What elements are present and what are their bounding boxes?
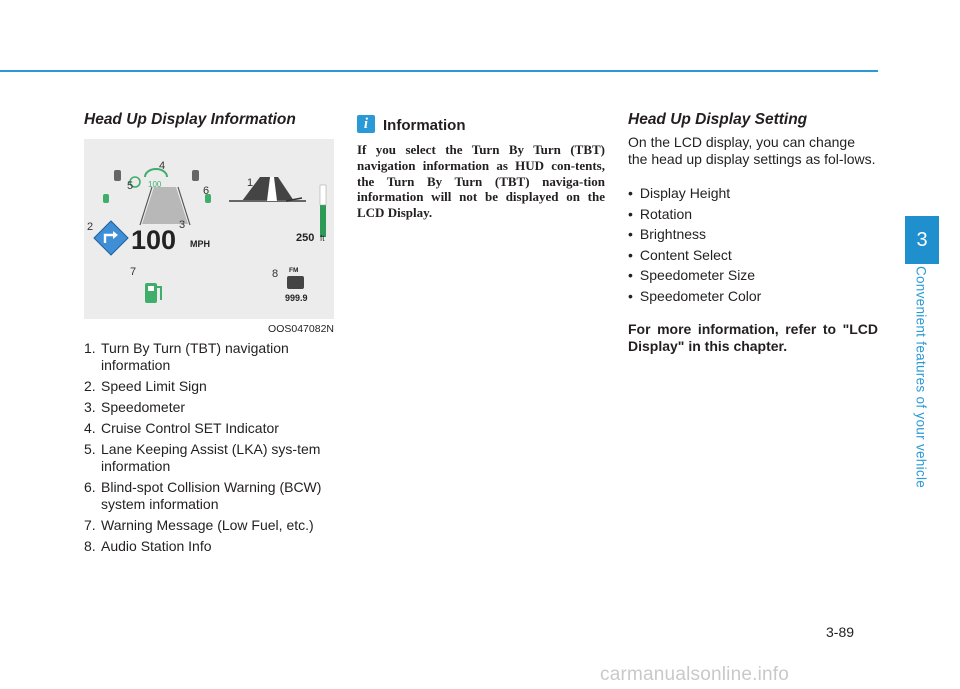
info-title: Information <box>383 117 466 134</box>
radio-band: FM <box>289 267 299 274</box>
cruise-set-speed: 100 <box>148 180 162 189</box>
list-item: • Display Height <box>628 185 761 206</box>
car-right-icon <box>192 170 199 181</box>
radio-icon <box>287 276 304 289</box>
callout-1: 1 <box>247 177 254 189</box>
callout-8: 8 <box>272 268 279 280</box>
chapter-title: Convenient features of your vehicle <box>913 265 929 489</box>
hud-illustration <box>84 139 334 319</box>
item-number: 1. <box>84 340 96 356</box>
item-number: 2. <box>84 378 96 394</box>
callout-6: 6 <box>203 185 210 197</box>
item-text: Speedometer <box>101 399 186 415</box>
car-left-icon <box>114 170 121 181</box>
list-item <box>84 420 334 437</box>
radio-frequency: 999.9 <box>285 293 308 303</box>
item-text: Turn By Turn (TBT) navigation information <box>101 340 289 373</box>
chapter-side-label <box>901 262 941 492</box>
list-item <box>84 479 334 513</box>
info-body: If you select the Turn By Turn (TBT) navigation information as HUD con-tents, the Turn By Turn (TBT) naviga-tion information will not be displayed on the LCD Display. <box>357 142 605 221</box>
speedometer-value: 100 <box>131 225 177 255</box>
chapter-number-tab <box>905 216 939 264</box>
page-number: 3-89 <box>826 624 855 640</box>
list-item: • Content Select <box>628 247 761 268</box>
setting-list <box>628 185 761 308</box>
item-number: 5. <box>84 441 96 457</box>
item-text: Cruise Control SET Indicator <box>101 420 279 436</box>
item-number: 8. <box>84 538 96 554</box>
list-item <box>84 517 334 534</box>
hud-info-title: Head Up Display Information <box>84 111 296 128</box>
item-number: 3. <box>84 399 96 415</box>
distance-unit: ft <box>320 234 325 243</box>
item-text: Audio Station Info <box>101 538 212 554</box>
item-text: Lane Keeping Assist (LKA) sys-tem information <box>101 441 321 474</box>
list-item: • Rotation <box>628 206 761 227</box>
list-item: • Speedometer Size <box>628 267 761 288</box>
list-item <box>84 399 334 416</box>
header-rule <box>0 70 878 72</box>
list-item <box>84 441 334 475</box>
list-item: • Speedometer Color <box>628 288 761 309</box>
item-number: 6. <box>84 479 96 495</box>
item-number: 7. <box>84 517 96 533</box>
hud-item-list <box>84 340 334 559</box>
speed-unit: MPH <box>190 239 210 249</box>
list-item: • Brightness <box>628 226 761 247</box>
item-number: 4. <box>84 420 96 436</box>
hud-setting-title: Head Up Display Setting <box>628 111 808 128</box>
list-item <box>84 378 334 395</box>
figure-caption: OOS047082N <box>268 323 334 335</box>
callout-2: 2 <box>87 221 94 233</box>
distance-value: 250 <box>296 232 315 244</box>
item-text: Blind-spot Collision Warning (BCW) system information <box>101 479 322 512</box>
callout-3: 3 <box>179 219 186 231</box>
callout-5: 5 <box>127 180 134 192</box>
chapter-number: 3 <box>916 228 928 251</box>
item-text: Warning Message (Low Fuel, etc.) <box>101 517 314 533</box>
list-item <box>84 538 334 555</box>
bcw-left-icon <box>103 194 109 203</box>
watermark-text: carmanualsonline.info <box>600 664 790 685</box>
tbt-diamond-icon <box>94 221 128 255</box>
list-item <box>84 340 334 374</box>
more-info-note: For more information, refer to "LCD Display" in this chapter. <box>628 321 878 354</box>
callout-7: 7 <box>130 266 137 278</box>
callout-4: 4 <box>159 160 166 172</box>
item-text: Speed Limit Sign <box>101 378 207 394</box>
info-icon: i <box>357 115 375 133</box>
hud-figure <box>84 139 334 319</box>
setting-intro: On the LCD display, you can change the head up display settings as fol-lows. <box>628 134 876 167</box>
